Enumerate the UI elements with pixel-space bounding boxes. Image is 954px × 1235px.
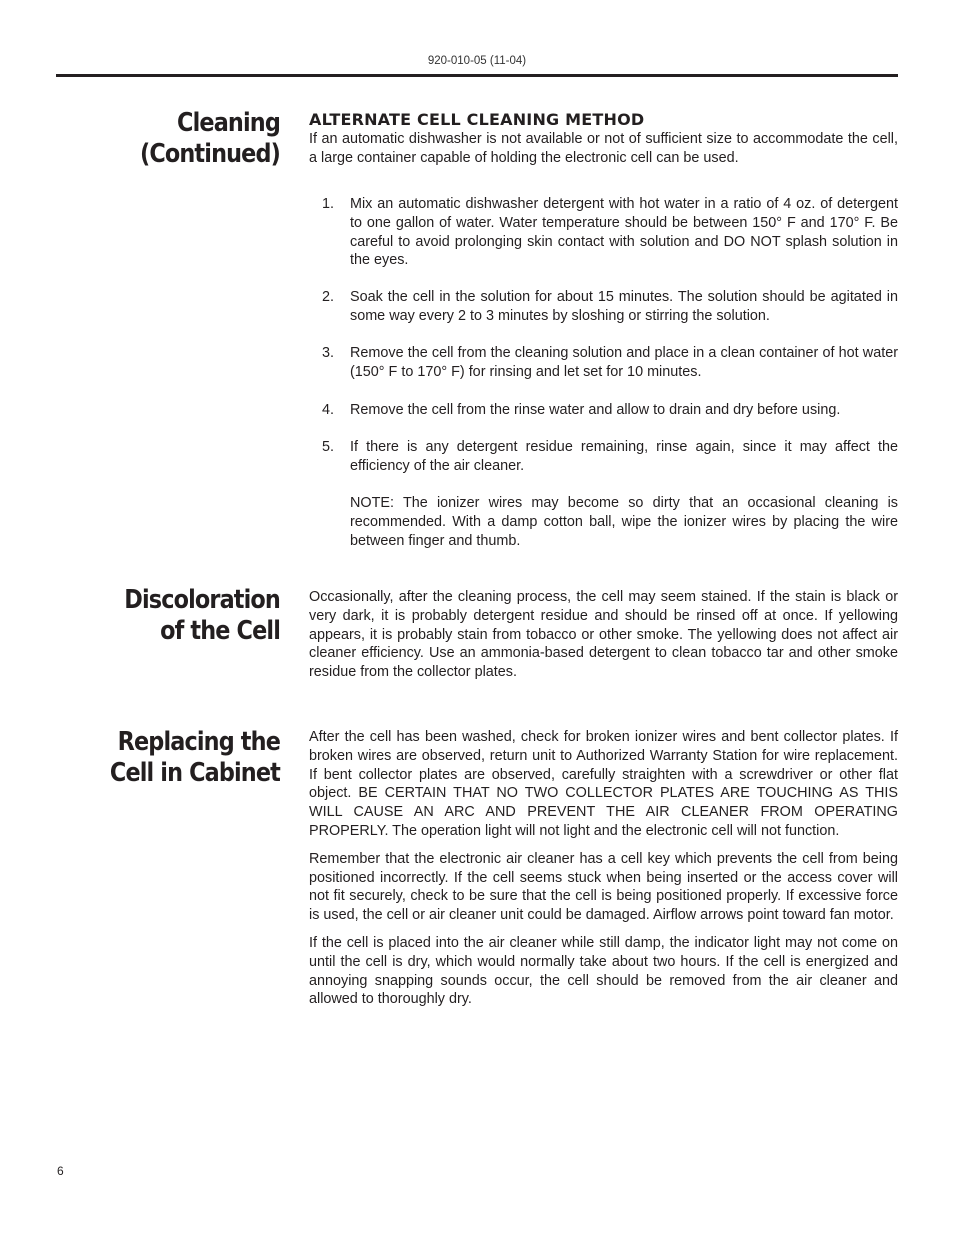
discoloration-block (309, 588, 898, 682)
section-heading-replacing (87, 727, 280, 789)
discoloration-text: Occasionally, after the cleaning process, the cell may seem stained. If the stain is black or very dark, it is probably detergent residue and should be rinsed off at once. If yellowing appears, it is probably stain from tobacco or other smoke. The yellowing does not affect air cleaner efficiency. Use an ammonia-based detergent to clean tobacco tar and other smoke residue from the collector plates. (309, 589, 898, 681)
step-text: Soak the cell in the solution for about 15 minutes. The solution should be agitated in some way every 2 to 3 minutes by sloshing or stirring the solution. (350, 289, 898, 324)
replacing-block (309, 728, 898, 1009)
list-item (322, 288, 898, 326)
step-number: 5. (322, 439, 335, 455)
cleaning-note: NOTE: The ionizer wires may become so dirty that an occasional cleaning is recommended. With a damp cotton ball, wipe the ionizer wires by placing the wire between finger and thumb. (350, 495, 898, 549)
step-number: 4. (322, 402, 335, 418)
step-number: 1. (322, 196, 335, 212)
replacing-paragraph: After the cell has been washed, check for broken ionizer wires and bent collector plates. If broken wires are observed, return unit to Authorized Warranty Station for wire replacement. If bent collector plates are observed, carefully straighten with a screwdriver or other flat object. BE CERTAIN THAT NO TWO COLLECTOR PLATES ARE TOUCHING AS THIS WILL CAUSE AN ARC AND PREVENT THE AIR CLEANER FROM OPERATING PROPERLY. The operation light will not light and the electronic cell will not function. (309, 729, 898, 839)
list-item (322, 344, 898, 382)
step-text: Remove the cell from the rinse water and allow to drain and dry before using. (350, 402, 841, 418)
section-heading-cleaning (87, 108, 280, 170)
heading-line: Cell in Cabinet (109, 758, 280, 788)
step-number: 3. (322, 345, 335, 361)
list-item (322, 195, 898, 270)
heading-line: Replacing the (117, 727, 280, 757)
step-number: 2. (322, 289, 335, 305)
cleaning-intro-text: If an automatic dishwasher is not available or not of sufficient size to accommodate the cell, a large container capable of holding the electronic cell can be used. (309, 131, 898, 166)
document-number: 920-010-05 (11-04) (427, 55, 527, 67)
cleaning-intro-block (309, 110, 898, 168)
replacing-paragraph: Remember that the electronic air cleaner has a cell key which prevents the cell from being positioned incorrectly. If the cell seems stuck when being inserted or the access cover will not fit securely, check to be sure that the cell is being positioned properly. If excessive force is used, the cell or air cleaner unit could be damaged. Airflow arrows point toward fan motor. (309, 850, 898, 924)
step-text: Remove the cell from the cleaning solution and place in a clean container of hot water (150° F to 170° F) for rinsing and let set for 10 minutes. (350, 345, 898, 380)
heading-line: Discoloration (124, 585, 280, 615)
page-number: 6 (57, 1164, 64, 1178)
subheading-alternate-method: ALTERNATE CELL CLEANING METHOD (309, 110, 645, 129)
heading-line: of the Cell (160, 616, 280, 646)
header-rule (56, 74, 898, 77)
list-item (322, 438, 898, 476)
heading-line: (Continued) (139, 139, 280, 169)
replacing-paragraph: If the cell is placed into the air cleaner while still damp, the indicator light may not come on until the cell is dry, which would normally take about two hours. If the cell is energized and annoying snapping sounds occur, the cell should be removed from the air cleaner and allowed to thoroughly dry. (309, 934, 898, 1008)
step-text: If there is any detergent residue remaining, rinse again, since it may affect the efficiency of the air cleaner. (350, 439, 898, 474)
section-heading-discoloration (87, 585, 280, 647)
heading-line: Cleaning (177, 108, 280, 138)
step-text: Mix an automatic dishwasher detergent with hot water in a ratio of 4 oz. of detergent to one gallon of water. Water temperature should be between 150° F and 170° F. Be careful to avoid prolonging skin contact with solution and DO NOT splash solution in the eyes. (350, 196, 898, 269)
list-item (322, 401, 898, 420)
